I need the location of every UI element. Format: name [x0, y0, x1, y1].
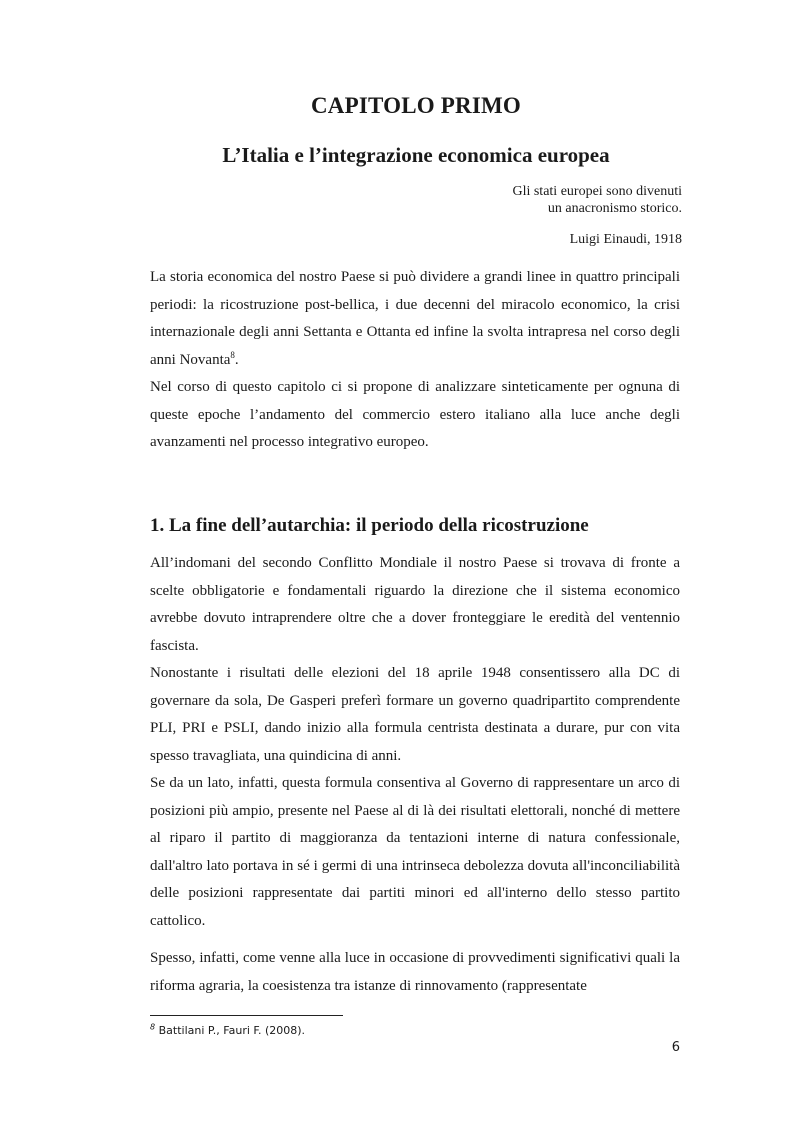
section-paragraph-4: Spesso, infatti, come venne alla luce in occasione di provvedimenti significativi quali la riforma agraria, la coesistenza tra istanze di rinnovamento (rappresentate	[150, 950, 680, 994]
footnote	[150, 1024, 305, 1037]
section-heading: 1. La fine dell’autarchia: il periodo della ricostruzione	[150, 515, 589, 536]
epigraph-author: Luigi Einaudi, 1918	[569, 232, 682, 247]
epigraph-quote	[512, 183, 682, 217]
intro-paragraph-2: Nel corso di questo capitolo ci si propone di analizzare sinteticamente per ognuna di queste epoche l’andamento del commercio estero italiano alla luce anche degli avanzamenti nel processo integrativo europeo.	[150, 379, 680, 450]
footnote-divider	[150, 1015, 343, 1016]
intro-text	[150, 264, 680, 457]
epigraph-line-1: Gli stati europei sono divenuti	[512, 184, 682, 199]
section-paragraph-3: Se da un lato, infatti, questa formula consentiva al Governo di rappresentare un arco di posizioni più ampio, presente nel Paese al di là dei risultati elettorali, nonché di mettere al riparo il partito di maggioranza da tentazioni interne di natura confessionale, dall'altro lato portava in sé i germi di una intrinseca debolezza dovuta all'inconciliabilità delle posizioni rappresentate dai partiti minori ed all'interno dello stesso partito cattolico.	[150, 775, 680, 929]
intro-paragraph-1-text: La storia economica del nostro Paese si può dividere a grandi linee in quattro principali periodi: la ricostruzione post-bellica, i due decenni del miracolo economico, la crisi internazionale degli anni Settanta e Ottanta ed infine la svolta intrapresa nel corso degli anni Novanta	[150, 269, 680, 368]
footnote-mark: 8	[150, 1022, 156, 1032]
footnote-reference[interactable]: 8	[230, 349, 235, 360]
intro-paragraph-1-end: .	[234, 351, 239, 368]
page-number: 6	[671, 1040, 680, 1055]
intro-paragraph-1	[150, 264, 680, 374]
epigraph-line-2: un anacronismo storico.	[547, 201, 682, 216]
section-paragraph-1: All’indomani del secondo Conflitto Mondiale il nostro Paese si trovava di fronte a scelte obbligatorie e fondamentali riguardo la direzione che il sistema economico avrebbe dovuto intraprendere oltre che a dover fronteggiare le eredità del ventennio fascista.	[150, 555, 680, 654]
chapter-subtitle: L’Italia e l’integrazione economica europea	[222, 143, 610, 167]
chapter-title: CAPITOLO PRIMO	[310, 93, 522, 118]
section-paragraph-2: Nonostante i risultati delle elezioni del 18 aprile 1948 consentissero alla DC di governare da sola, De Gasperi preferì formare un governo quadripartito comprendente PLI, PRI e PSLI, dando inizio alla formula centrista destinata a durare, pur con vita spesso travagliata, una quindicina di anni.	[150, 665, 680, 764]
footnote-text: Battilani P., Fauri F. (2008).	[158, 1024, 306, 1037]
section-text	[150, 550, 680, 1000]
